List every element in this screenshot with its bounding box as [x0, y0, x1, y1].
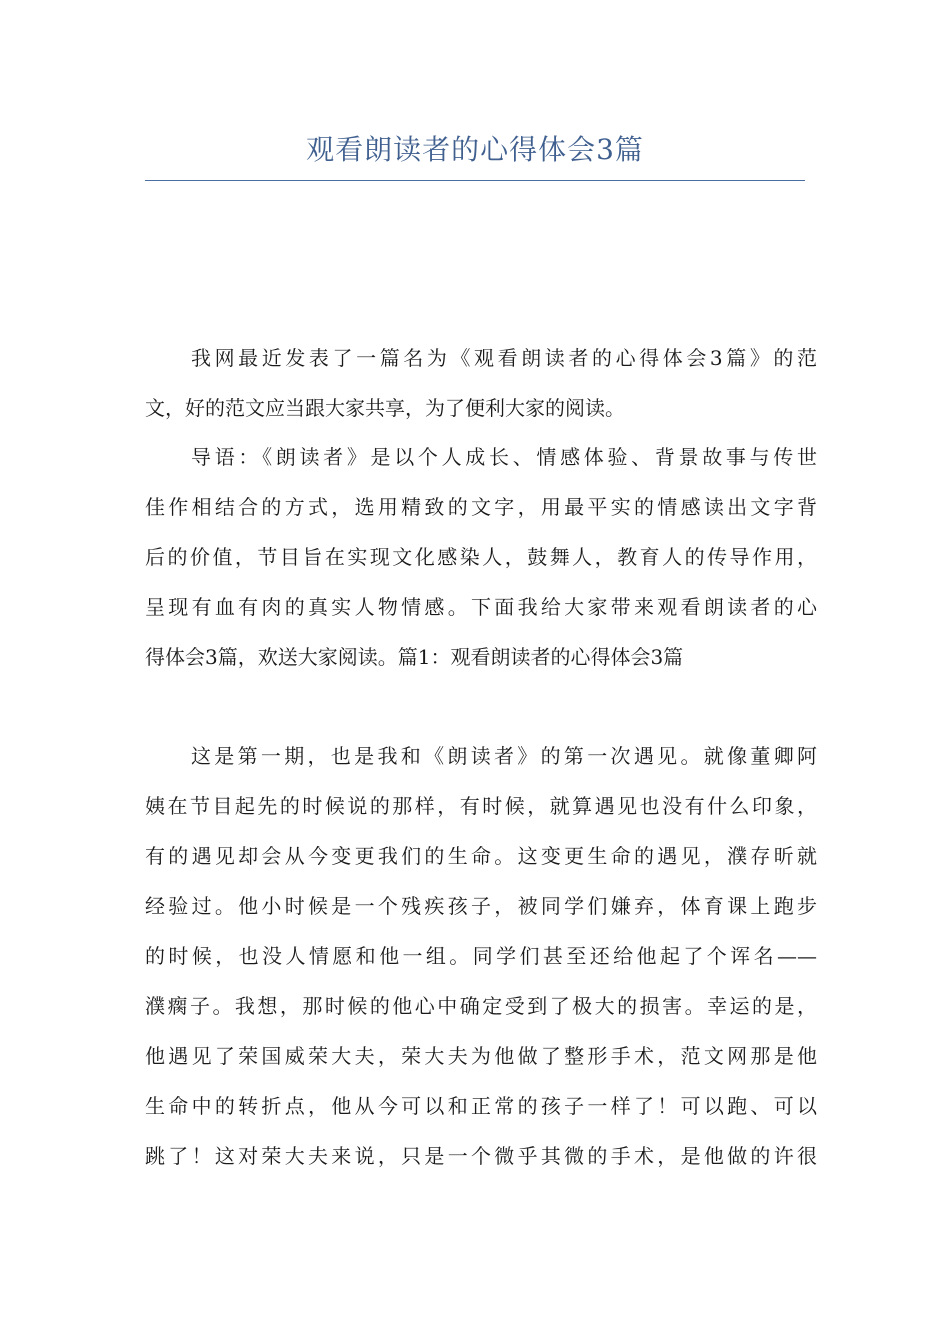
paragraph-line: 他遇见了荣国威荣大夫，荣大夫为他做了整形手术，范文网那是他 — [145, 1044, 817, 1068]
paragraph-line: 这是第一期，也是我和《朗读者》的第一次遇见。就像董卿阿 — [191, 744, 817, 768]
paragraph-line: 濮瘸子。我想，那时候的他心中确定受到了极大的损害。幸运的是， — [145, 994, 817, 1018]
document-title: 观看朗读者的心得体会3篇 — [306, 133, 644, 166]
paragraph-line: 姨在节目起先的时候说的那样，有时候，就算遇见也没有什么印象， — [145, 794, 817, 818]
paragraph-line: 有的遇见却会从今变更我们的生命。这变更生命的遇见，濮存昕就 — [145, 844, 817, 868]
paragraph-line: 跳了！这对荣大夫来说，只是一个微乎其微的手术，是他做的许很 — [145, 1144, 817, 1168]
paragraph-line: 得体会3篇，欢送大家阅读。篇1：观看朗读者的心得体会3篇 — [145, 645, 684, 669]
paragraph-line: 的时候，也没人情愿和他一组。同学们甚至还给他起了个诨名—— — [145, 944, 817, 968]
paragraph-line: 经验过。他小时候是一个残疾孩子，被同学们嫌弃，体育课上跑步 — [145, 894, 817, 918]
paragraph-line: 佳作相结合的方式，选用精致的文字，用最平实的情感读出文字背 — [145, 495, 817, 519]
paragraph-guide — [145, 432, 817, 682]
paragraph-line: 文，好的范文应当跟大家共享，为了便利大家的阅读。 — [145, 396, 625, 420]
paragraph-first-essay — [145, 731, 817, 1181]
paragraph-line: 后的价值，节目旨在实现文化感染人，鼓舞人，教育人的传导作用， — [145, 545, 817, 569]
title-underline — [145, 180, 805, 181]
paragraph-line: 呈现有血有肉的真实人物情感。下面我给大家带来观看朗读者的心 — [145, 595, 817, 619]
paragraph-line: 生命中的转折点，他从今可以和正常的孩子一样了！可以跑、可以 — [145, 1094, 817, 1118]
paragraph-intro — [145, 333, 817, 433]
paragraph-line: 导语：《朗读者》是以个人成长、情感体验、背景故事与传世 — [191, 445, 817, 469]
paragraph-line: 我网最近发表了一篇名为《观看朗读者的心得体会3篇》的范 — [191, 346, 817, 370]
